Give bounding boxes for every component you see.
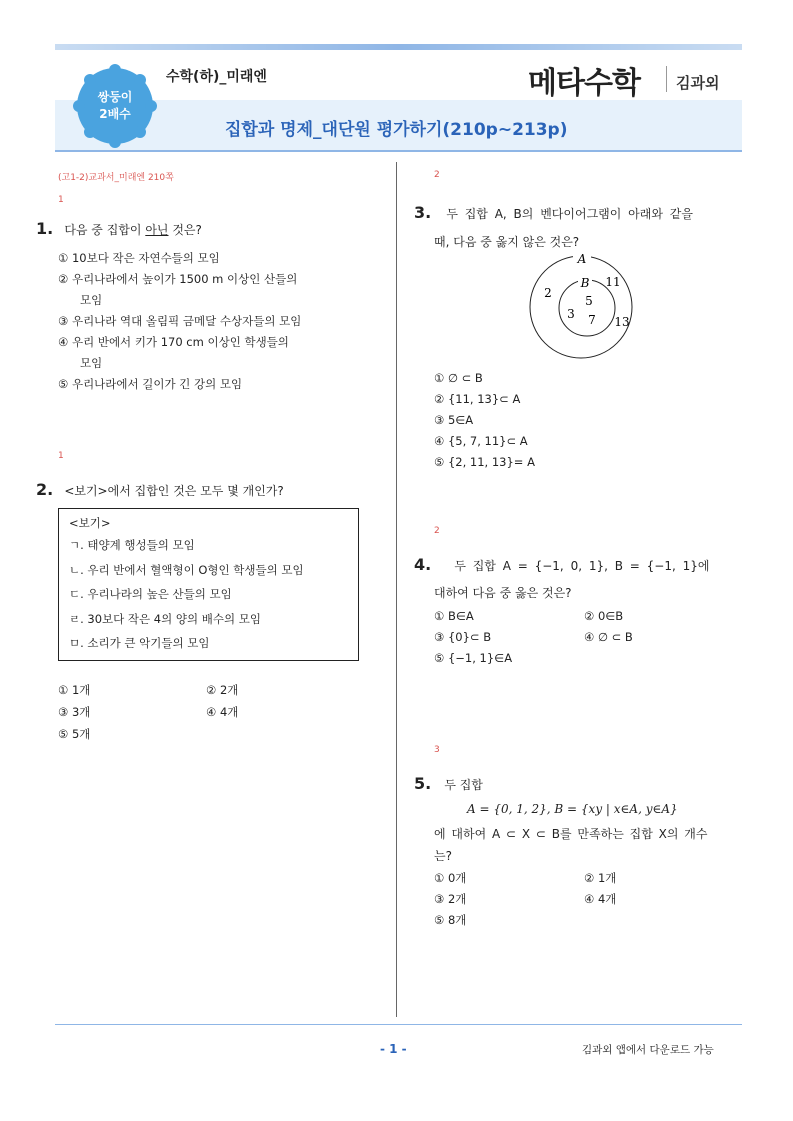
bogi-title: <보기> (69, 516, 111, 530)
q5-level: 3 (434, 745, 440, 755)
q2-option-2: ② 2개 (206, 683, 239, 697)
q1-option-5: ⑤ 우리나라에서 길이가 긴 강의 모임 (58, 377, 243, 391)
badge-line1: 쌍둥이 (97, 90, 133, 104)
bogi-item-2: ㄴ. 우리 반에서 혈액형이 O형인 학생들의 모임 (69, 562, 304, 577)
bogi-item-1: ㄱ. 태양계 행성들의 모임 (69, 538, 195, 552)
q4-option-5: ⑤ {−1, 1}∈A (434, 651, 513, 665)
q5-option-3: ③ 2개 (434, 892, 467, 906)
q2-option-1: ① 1개 (58, 683, 91, 697)
q1-option-2-cont: 모임 (80, 293, 103, 307)
q1-number: 1. (36, 219, 54, 238)
venn-diagram (528, 252, 634, 362)
q1-option-3: ③ 우리나라 역대 올림픽 금메달 수상자들의 모임 (58, 314, 302, 328)
q1-option-1: ① 10보다 작은 자연수들의 모임 (58, 251, 220, 265)
q4-option-2: ② 0∈B (584, 609, 624, 623)
q1-options (58, 248, 363, 395)
q1-option-2: ② 우리나라에서 높이가 1500 m 이상인 산들의 (58, 272, 298, 286)
q4-option-3: ③ {0}⊂ B (434, 630, 492, 644)
twin-badge-icon (73, 64, 157, 148)
q4-level: 2 (434, 526, 440, 536)
q5-text-line3: 는? (434, 849, 452, 863)
venn-element-5: 5 (585, 294, 593, 308)
q5-option-2: ② 1개 (584, 871, 617, 885)
q2-option-4: ④ 4개 (206, 705, 239, 719)
q5-text-line1: 두 집합 (444, 778, 483, 792)
question-5 (414, 774, 483, 793)
page-number: - 1 - (380, 1042, 407, 1056)
bogi-item-4: ㄹ. 30보다 작은 4의 양의 배수의 모임 (69, 611, 261, 626)
q5-option-4: ④ 4개 (584, 892, 617, 906)
q3-option-2: ② {11, 13}⊂ A (434, 392, 521, 406)
q1-option-4-cont: 모임 (80, 356, 103, 370)
venn-element-13: 13 (614, 315, 630, 329)
question-4 (414, 555, 709, 574)
q4-text-line1: 두 집합 A = {−1, 0, 1}, B = {−1, 1}에 (454, 559, 710, 573)
q1-text-pre: 다음 중 집합이 (64, 223, 146, 237)
q3-options (434, 368, 535, 473)
brand-logo: 메타수학 (528, 66, 640, 101)
subject-label: 수학(하)_미래엔 (166, 69, 267, 85)
bogi-item-3: ㄷ. 우리나라의 높은 산들의 모임 (69, 587, 232, 601)
q5-text-line2: 에 대하여 A ⊂ X ⊂ B를 만족하는 집합 X의 개수 (434, 827, 708, 841)
title-band-underline (55, 150, 742, 152)
q1-level: 1 (58, 195, 64, 205)
venn-element-3: 3 (567, 307, 575, 321)
column-divider (396, 162, 397, 1017)
document-title: 집합과 명제_대단원 평가하기(210p~213p) (225, 120, 568, 140)
venn-label-a: A (577, 252, 587, 266)
q2-level: 1 (58, 451, 64, 461)
q4-option-4: ④ ∅ ⊂ B (584, 630, 633, 644)
q1-text-post: 것은? (168, 223, 202, 237)
q3-option-3: ③ 5∈A (434, 413, 474, 427)
q2-number: 2. (36, 480, 54, 499)
q4-option-1: ① B∈A (434, 609, 474, 623)
venn-element-2: 2 (544, 286, 552, 300)
q2-option-3: ③ 3개 (58, 705, 91, 719)
badge-line2: 2배수 (99, 107, 131, 121)
q1-text (64, 223, 202, 237)
q3-text-line1: 두 집합 A, B의 벤다이어그램이 아래와 같을 (446, 207, 693, 221)
venn-element-7: 7 (588, 313, 596, 327)
q4-text-line2: 대하여 다음 중 옳은 것은? (434, 586, 572, 600)
q4-number: 4. (414, 555, 432, 574)
footer-line (55, 1024, 742, 1025)
q2-option-5: ⑤ 5개 (58, 727, 91, 741)
q5-option-5: ⑤ 8개 (434, 913, 467, 927)
logo-divider (666, 66, 667, 92)
venn-label-b: B (580, 276, 590, 290)
venn-outer-circle (530, 256, 632, 358)
q3-text-line2: 때, 다음 중 옳지 않은 것은? (434, 235, 580, 249)
question-3 (414, 203, 693, 222)
header-top-bar (55, 44, 742, 50)
brand-sub-logo: 김과외 (676, 74, 720, 92)
q5-number: 5. (414, 774, 432, 793)
venn-element-11: 11 (605, 275, 621, 289)
bogi-item-5: ㅁ. 소리가 큰 악기들의 모임 (69, 636, 210, 650)
q3-option-4: ④ {5, 7, 11}⊂ A (434, 434, 528, 448)
q2-text: <보기>에서 집합인 것은 모두 몇 개인가? (64, 484, 284, 498)
q1-option-4: ④ 우리 반에서 키가 170 cm 이상인 학생들의 (58, 335, 289, 349)
q3-level: 2 (434, 170, 440, 180)
bogi-box (58, 508, 359, 661)
q3-option-5: ⑤ {2, 11, 13}= A (434, 455, 535, 469)
q3-number: 3. (414, 203, 432, 222)
question-2 (36, 480, 284, 499)
q1-text-underline: 아닌 (145, 223, 169, 237)
q5-formula: A = {0, 1, 2}, B = {xy | x∈A, y∈A} (467, 802, 678, 816)
q5-option-1: ① 0개 (434, 871, 467, 885)
question-1 (36, 219, 202, 238)
q3-option-1: ① ∅ ⊂ B (434, 371, 483, 385)
download-note: 김과외 앱에서 다운로드 가능 (582, 1044, 714, 1056)
source-note: (고1-2)교과서_미래엔 210쪽 (58, 173, 174, 183)
